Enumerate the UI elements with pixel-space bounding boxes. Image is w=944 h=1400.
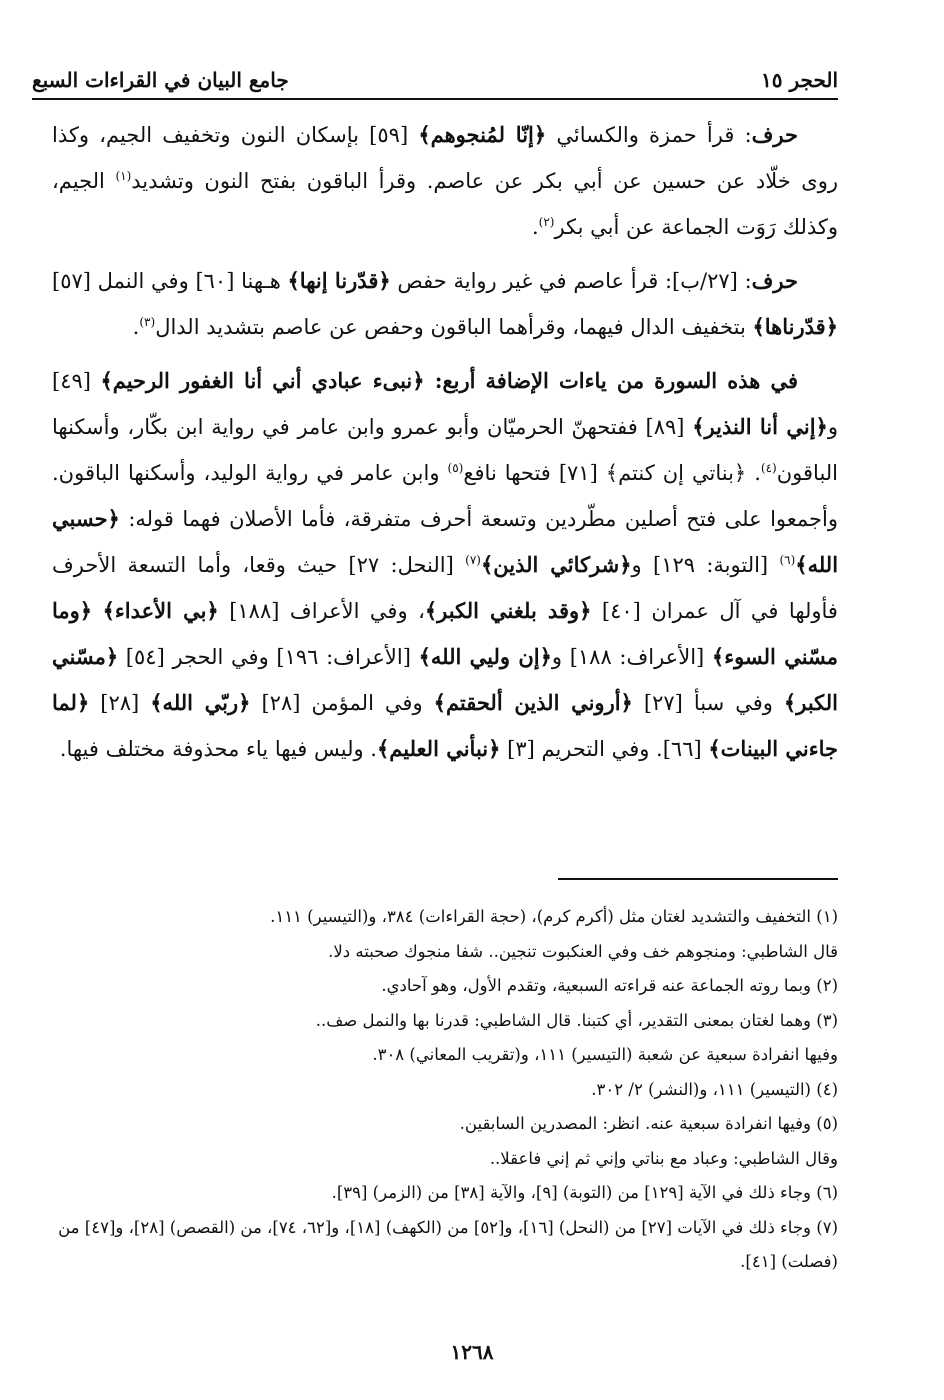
text-run: ﴿إني أنا النذير﴾ <box>692 414 828 439</box>
text-run: ﴿وقد بلغني الكبر﴾ <box>424 598 592 623</box>
paragraph <box>52 112 838 250</box>
footnote-line: وقال الشاطبي: وعباد مع بناتي وإني ثم إني فاعقلا.. <box>489 1148 838 1168</box>
footnote-ref: (٧) <box>465 553 481 567</box>
text-run: وفي المؤمن [٢٨] <box>250 691 434 715</box>
text-run: بتخفيف الدال فيهما، وقرأهما الباقون وحفص عن عاصم بتشديد الدال <box>155 315 753 339</box>
paragraph <box>52 258 838 350</box>
text-run: . ﴿بناتي إن كنتم﴾ [٧١] فتحها نافع <box>463 461 761 485</box>
text-run: ﴿لما جاءني البينات﴾ <box>52 690 838 761</box>
text-run: . <box>531 215 539 239</box>
footnote-line: (٢) وبما روته الجماعة عنه قراءته السبعية، وتقدم الأول، وهو آحادي. <box>381 976 838 995</box>
text-run: ﴿قدّرناها﴾ <box>752 314 838 339</box>
footnote-ref: (٥) <box>447 461 464 475</box>
text-run: وابن عامر في رواية الوليد، وأسكنها الباقون. وأجمعوا على فتح أصلين مطّردين وتسعة أحرف متفرقة، فأما الأصلان فهما قوله: <box>52 461 838 531</box>
footnote-ref: (٦) <box>779 553 796 567</box>
text-run: ﴿إنّا لمُنجوهم﴾ <box>418 122 547 147</box>
text-run: ﴿بي الأعداء﴾ <box>102 598 219 623</box>
footnote-line: (٦) وجاء ذلك في الآية [١٢٩] من (التوبة) [٩]، والآية [٣٨] من (الزمر) [٣٩]. <box>331 1183 838 1202</box>
running-header <box>32 56 838 100</box>
text-run <box>92 599 102 623</box>
text-run: [الأعراف: ١٩٦] وفي الحجر [٥٤] <box>118 645 419 669</box>
book-title: جامع البيان في القراءات السبع <box>32 68 289 92</box>
surah-page-label: الحجر ١٥ <box>761 68 838 92</box>
text-run: في هذه السورة من ياءات الإضافة أربع: <box>424 368 798 393</box>
text-run: ﴿ربّي الله﴾ <box>150 690 251 715</box>
text-run: وفي سبأ [٢٧] <box>632 691 784 715</box>
text-run: ﴿نبىء عبادي أني أنا الغفور الرحيم﴾ <box>100 368 425 393</box>
footnote-ref: (٢) <box>538 215 555 229</box>
text-run: حرف <box>751 122 798 147</box>
text-run: [التوبة: ١٢٩] و <box>631 553 780 577</box>
text-run: [٢٨] <box>89 691 151 715</box>
text-run: [٥٩] بإسكان النون وتخفيف الجيم، وكذا روى خلّاد عن حسين عن أبي بكر عن عاصم. وقرأ الباقون بفتح النون وتشديد <box>52 123 838 193</box>
text-run: [الأعراف: ١٨٨] و <box>551 645 712 669</box>
footnote-line: (١) التخفيف والتشديد لغتان مثل (أكرم كرم)، (حجة القراءات) ٣٨٤، و(التيسير) ١١١. <box>270 907 838 926</box>
text-run: هـهنا [٦٠] وفي النمل [٥٧] <box>52 269 288 293</box>
footnote-line: (٣) وهما لغتان بمعنى التقدير، أي كتبنا. قال الشاطبي: قدرنا بها والنمل صف.. <box>315 1010 838 1030</box>
text-run: ﴿شركائي الذين﴾ <box>480 552 632 577</box>
paragraph <box>52 358 838 772</box>
text-run: : [٢٧/ب]: قرأ عاصم في غير رواية حفص <box>390 269 752 293</box>
text-run: ﴿حسبي الله﴾ <box>52 506 839 577</box>
footnote-ref: (٣) <box>139 315 156 329</box>
text-run: ﴿إن وليي الله﴾ <box>418 644 552 669</box>
footnotes <box>56 900 838 1280</box>
text-run: ﴿نبأني العليم﴾ <box>376 736 501 761</box>
footnote-ref: (٤) <box>760 461 777 475</box>
text-run: [٨٩] ففتحهنّ الحرميّان وأبو عمرو وابن عامر في رواية ابن بكّار، وأسكنها الباقون <box>52 415 839 485</box>
text-run: : قرأ حمزة والكسائي <box>546 123 752 147</box>
footnote-line: (٧) وجاء ذلك في الآيات [٢٧] من (النحل) [١٦]، و[٥٢] من (الكهف) [١٨]، و[٦٢، ٧٤]، من (القصص) [٢٨]، و[٤٧] من (فصلت) [٤١]. <box>58 1217 838 1271</box>
text-run: . وليس فيها ياء محذوفة مختلف فيها. <box>59 737 377 761</box>
footnote-separator <box>558 878 838 880</box>
text-run: . <box>132 315 140 339</box>
footnote-line: قال الشاطبي: ومنجوهم خف وفي العنكبوت تنجين.. شفا منجوك صحبته دلا. <box>328 941 838 961</box>
text-run: [النحل: ٢٧] حيث وقعا، وأما التسعة الأحرف فأولها في آل عمران [٤٠] <box>52 553 838 623</box>
text-run: ﴿أروني الذين ألحقتم﴾ <box>433 690 633 715</box>
footnote-ref: (١) <box>115 169 132 183</box>
text-run: [٦٦]. وفي التحريم [٣] <box>500 737 709 761</box>
text-run: ﴿مسّني الكبر﴾ <box>52 644 838 715</box>
page-number: ١٢٦٨ <box>450 1340 494 1364</box>
text-run: [٤٩] و <box>52 369 838 439</box>
text-run: الجيم، وكذلك رَوَت الجماعة عن أبي بكر <box>52 169 838 239</box>
footnote-line: (٤) (التيسير) ١١١، و(النشر) ٢/ ٣٠٢. <box>591 1079 838 1099</box>
text-run: حرف <box>751 268 798 293</box>
main-text <box>52 112 838 780</box>
text-run: ﴿وما مسّني السوء﴾ <box>52 598 839 669</box>
text-run: ﴿قدّرنا إنها﴾ <box>287 268 391 293</box>
footnote-line: (٥) وفيها انفرادة سبعية عنه. انظر: المصدرين السابقين. <box>459 1114 838 1133</box>
text-run: ، وفي الأعراف [١٨٨] <box>218 599 425 623</box>
footnote-line: وفيها انفرادة سبعية عن شعبة (التيسير) ١١١، و(تقريب المعاني) ٣٠٨. <box>372 1045 838 1064</box>
